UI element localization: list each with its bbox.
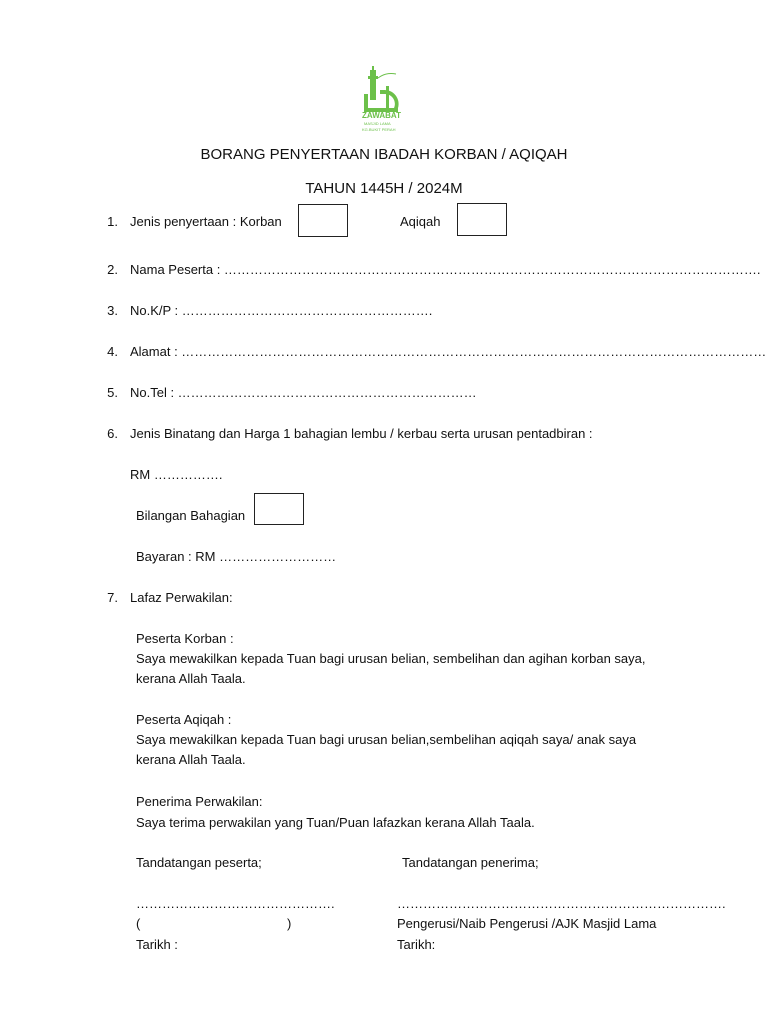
item-1-label: Jenis penyertaan : Korban bbox=[130, 214, 282, 229]
logo-text-2: MASJID LAMA bbox=[364, 121, 391, 126]
logo-text-3: KG.BUKIT PERAH bbox=[362, 127, 396, 132]
tandatangan-penerima-label: Tandatangan penerima; bbox=[402, 855, 539, 870]
item-7-number: 7. bbox=[107, 590, 118, 605]
item-1-number: 1. bbox=[107, 214, 118, 229]
peserta-korban-title: Peserta Korban : bbox=[136, 631, 234, 646]
jenis-binatang-label: Jenis Binatang dan Harga 1 bahagian lembu / kerbau serta urusan pentadbiran : bbox=[130, 426, 593, 441]
item-5-number: 5. bbox=[107, 385, 118, 400]
lafaz-perwakilan-heading: Lafaz Perwakilan: bbox=[130, 590, 233, 605]
bilangan-bahagian-box[interactable] bbox=[254, 493, 304, 525]
bayaran-field[interactable]: Bayaran : RM ……………………… bbox=[136, 549, 337, 564]
harga-rm-field[interactable]: RM ……………. bbox=[130, 467, 223, 482]
korban-checkbox[interactable] bbox=[298, 204, 348, 237]
item-3-number: 3. bbox=[107, 303, 118, 318]
penerima-line1: Saya terima perwakilan yang Tuan/Puan lafazkan kerana Allah Taala. bbox=[136, 815, 535, 830]
tandatangan-peserta-label: Tandatangan peserta; bbox=[136, 855, 262, 870]
bilangan-bahagian-label: Bilangan Bahagian bbox=[136, 508, 246, 523]
item-2-number: 2. bbox=[107, 262, 118, 277]
penerima-signature-line[interactable]: …………………………………………………………………. bbox=[397, 896, 726, 911]
peserta-signature-line[interactable]: ………………………………………. bbox=[136, 896, 335, 911]
paren-close: ) bbox=[287, 916, 292, 931]
peserta-aqiqah-line2: kerana Allah Taala. bbox=[136, 752, 246, 767]
mosque-logo bbox=[356, 64, 416, 136]
form-title: BORANG PENYERTAAN IBADAH KORBAN / AQIQAH bbox=[200, 146, 568, 163]
aqiqah-label: Aqiqah bbox=[400, 214, 441, 229]
nama-peserta-field[interactable]: Nama Peserta : ……………………………………………………………………………………………………………. bbox=[130, 262, 761, 277]
paren-open: ( bbox=[136, 916, 141, 931]
item-6-number: 6. bbox=[107, 426, 118, 441]
peserta-tarikh[interactable]: Tarikh : bbox=[136, 937, 178, 952]
penerima-title: Penerima Perwakilan: bbox=[136, 794, 263, 809]
aqiqah-checkbox[interactable] bbox=[457, 203, 507, 236]
peserta-aqiqah-line1: Saya mewakilkan kepada Tuan bagi urusan belian,sembelihan aqiqah saya/ anak saya bbox=[136, 732, 637, 747]
peserta-korban-line1: Saya mewakilkan kepada Tuan bagi urusan belian, sembelihan dan agihan korban saya, bbox=[136, 651, 646, 666]
alamat-field[interactable]: Alamat : ……………………………………………………………………………………………………………………… bbox=[130, 344, 767, 359]
item-4-number: 4. bbox=[107, 344, 118, 359]
no-kp-field[interactable]: No.K/P : …………………………………………………. bbox=[130, 303, 433, 318]
peserta-korban-line2: kerana Allah Taala. bbox=[136, 671, 246, 686]
peserta-aqiqah-title: Peserta Aqiqah : bbox=[136, 712, 232, 727]
no-tel-field[interactable]: No.Tel : …………………………………………………………… bbox=[130, 385, 477, 400]
penerima-tarikh[interactable]: Tarikh: bbox=[397, 937, 436, 952]
form-year: TAHUN 1445H / 2024M bbox=[305, 180, 463, 197]
penerima-role: Pengerusi/Naib Pengerusi /AJK Masjid Lama bbox=[397, 916, 657, 931]
logo-text-1: ZAWABAT bbox=[362, 111, 401, 120]
